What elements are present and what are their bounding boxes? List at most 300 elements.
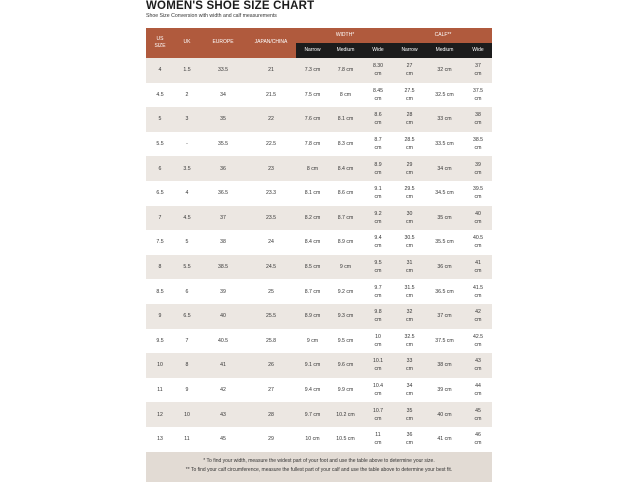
cell-europe bbox=[200, 107, 246, 132]
cell-europe bbox=[200, 156, 246, 181]
cell-value: 28 cm bbox=[406, 112, 413, 127]
cell-value: 7.3 cm bbox=[304, 67, 321, 74]
cell-value: 9 cm bbox=[339, 264, 352, 271]
cell-uk bbox=[174, 181, 200, 206]
cell-value: 23.5 bbox=[265, 214, 277, 221]
cell-europe bbox=[200, 329, 246, 354]
cell-calf-wide bbox=[464, 304, 492, 329]
cell-value: 25.8 bbox=[265, 337, 277, 344]
cell-value: 7.8 cm bbox=[304, 141, 321, 148]
cell-value: 9.9 cm bbox=[337, 386, 354, 393]
cell-value: 33 cm bbox=[406, 358, 413, 373]
cell-europe bbox=[200, 353, 246, 378]
cell-value: 37 cm bbox=[437, 313, 452, 320]
cell-width-medium bbox=[329, 83, 362, 108]
cell-value: 32 cm bbox=[437, 67, 452, 74]
cell-value: 34 cm bbox=[406, 382, 413, 398]
cell-width-medium bbox=[329, 156, 362, 181]
cell-calf-wide bbox=[464, 181, 492, 206]
table-header bbox=[146, 28, 492, 58]
cell-calf-wide bbox=[464, 378, 492, 403]
cell-value: 28 bbox=[268, 411, 274, 418]
cell-width-wide bbox=[362, 255, 394, 280]
cell-calf-wide bbox=[464, 402, 492, 427]
cell-width-wide bbox=[362, 58, 394, 83]
cell-calf-narrow bbox=[394, 255, 425, 280]
cell-width-wide bbox=[362, 353, 394, 378]
cell-uk bbox=[174, 230, 200, 255]
cell-value: 41.5 cm bbox=[472, 284, 484, 299]
cell-us-size bbox=[146, 107, 174, 132]
cell-width-narrow bbox=[296, 107, 329, 132]
cell-value: 9 bbox=[158, 313, 162, 320]
cell-calf-medium bbox=[425, 107, 464, 132]
cell-calf-narrow bbox=[394, 402, 425, 427]
cell-calf-medium bbox=[425, 329, 464, 354]
cell-value: 23.3 bbox=[265, 190, 277, 197]
cell-value: 5 bbox=[158, 116, 162, 123]
cell-calf-medium bbox=[425, 255, 464, 280]
cell-value: 39 bbox=[220, 288, 226, 295]
cell-value: 11 bbox=[157, 386, 163, 393]
cell-width-narrow bbox=[296, 58, 329, 83]
cell-value: 5.5 bbox=[183, 264, 191, 271]
cell-calf-medium bbox=[425, 181, 464, 206]
cell-calf-narrow bbox=[394, 427, 425, 452]
table-row bbox=[146, 206, 492, 231]
cell-value: 9 bbox=[185, 386, 189, 393]
cell-calf-wide bbox=[464, 83, 492, 108]
cell-value: 39.5 cm bbox=[472, 186, 484, 201]
chart-subtitle: Shoe Size Conversion with width and calf measurements bbox=[146, 13, 277, 19]
table-row bbox=[146, 58, 492, 83]
cell-us-size bbox=[146, 230, 174, 255]
header-calf-group: CALF** bbox=[394, 28, 492, 43]
table-row bbox=[146, 181, 492, 206]
cell-value: 11 cm bbox=[374, 432, 382, 447]
cell-calf-medium bbox=[425, 304, 464, 329]
table-row bbox=[146, 402, 492, 427]
table-body bbox=[146, 58, 492, 452]
cell-japan-china bbox=[246, 427, 296, 452]
cell-value: 40.5 bbox=[217, 337, 229, 344]
cell-value: 7.6 cm bbox=[304, 116, 321, 123]
cell-width-medium bbox=[329, 107, 362, 132]
cell-value: 27 bbox=[268, 386, 274, 393]
cell-value: 45 cm bbox=[474, 407, 482, 422]
cell-value: 37 cm bbox=[474, 63, 482, 78]
cell-value: 31.5 cm bbox=[404, 284, 415, 299]
cell-width-wide bbox=[362, 206, 394, 231]
cell-value: 21 bbox=[268, 67, 274, 74]
cell-japan-china bbox=[246, 181, 296, 206]
cell-value: 4 bbox=[158, 67, 162, 74]
cell-value: 8.5 bbox=[156, 288, 164, 295]
cell-us-size bbox=[146, 132, 174, 157]
cell-width-wide bbox=[362, 230, 394, 255]
cell-value: 27 cm bbox=[406, 63, 413, 78]
cell-value: 3.5 bbox=[183, 165, 191, 172]
cell-width-medium bbox=[329, 402, 362, 427]
table-footnotes bbox=[146, 452, 492, 482]
cell-value: 8.7 cm bbox=[337, 214, 354, 221]
cell-value: 9 cm bbox=[306, 337, 319, 344]
cell-value: 8.4 cm bbox=[304, 239, 321, 246]
cell-value: 6.5 bbox=[156, 190, 164, 197]
cell-calf-wide bbox=[464, 156, 492, 181]
cell-value: 3 bbox=[185, 116, 189, 123]
cell-width-medium bbox=[329, 206, 362, 231]
cell-uk bbox=[174, 206, 200, 231]
cell-value: 42 cm bbox=[474, 309, 482, 324]
cell-uk bbox=[174, 378, 200, 403]
cell-value: 30.5 cm bbox=[404, 235, 415, 250]
cell-value: 10 bbox=[184, 411, 190, 418]
cell-value: 42 bbox=[220, 386, 226, 393]
cell-value: 34 bbox=[220, 91, 226, 98]
cell-value: 34.5 cm bbox=[435, 190, 454, 197]
cell-value: 35 bbox=[220, 116, 226, 123]
cell-value: 24.5 bbox=[265, 264, 277, 271]
table-row bbox=[146, 230, 492, 255]
cell-value: 9.7 cm bbox=[374, 284, 382, 299]
cell-europe bbox=[200, 181, 246, 206]
cell-europe bbox=[200, 132, 246, 157]
cell-value: 9.5 bbox=[156, 337, 164, 344]
cell-calf-medium bbox=[425, 427, 464, 452]
cell-us-size bbox=[146, 58, 174, 83]
cell-value: 8 cm bbox=[339, 91, 352, 98]
cell-width-narrow bbox=[296, 206, 329, 231]
cell-value: 35 cm bbox=[406, 407, 413, 422]
cell-calf-narrow bbox=[394, 279, 425, 304]
cell-uk bbox=[174, 427, 200, 452]
subheader-width-narrow: Narrow bbox=[296, 43, 329, 58]
cell-calf-narrow bbox=[394, 156, 425, 181]
cell-value: - bbox=[186, 141, 188, 148]
cell-value: 32 cm bbox=[406, 309, 413, 324]
cell-calf-wide bbox=[464, 279, 492, 304]
cell-value: 38 cm bbox=[437, 362, 452, 369]
cell-width-narrow bbox=[296, 279, 329, 304]
cell-europe bbox=[200, 402, 246, 427]
cell-us-size bbox=[146, 83, 174, 108]
cell-japan-china bbox=[246, 353, 296, 378]
cell-width-medium bbox=[329, 279, 362, 304]
cell-value: 9.5 cm bbox=[337, 337, 354, 344]
table-row bbox=[146, 279, 492, 304]
cell-width-narrow bbox=[296, 156, 329, 181]
cell-value: 36 cm bbox=[437, 264, 452, 271]
cell-calf-wide bbox=[464, 427, 492, 452]
cell-width-wide bbox=[362, 304, 394, 329]
cell-calf-narrow bbox=[394, 304, 425, 329]
cell-us-size bbox=[146, 353, 174, 378]
cell-value: 37.5 cm bbox=[435, 337, 454, 344]
cell-width-wide bbox=[362, 107, 394, 132]
cell-value: 1.5 bbox=[183, 67, 191, 74]
cell-width-narrow bbox=[296, 378, 329, 403]
cell-calf-narrow bbox=[394, 58, 425, 83]
cell-value: 8.3 cm bbox=[337, 141, 354, 148]
table-row bbox=[146, 427, 492, 452]
header-japan-china: JAPAN/CHINA bbox=[246, 28, 296, 58]
cell-width-wide bbox=[362, 83, 394, 108]
cell-value: 8.30 cm bbox=[372, 63, 384, 78]
cell-value: 35.5 cm bbox=[435, 239, 454, 246]
cell-uk bbox=[174, 304, 200, 329]
cell-calf-medium bbox=[425, 353, 464, 378]
cell-value: 7.5 bbox=[156, 239, 164, 246]
cell-value: 29 bbox=[268, 436, 274, 443]
cell-japan-china bbox=[246, 329, 296, 354]
cell-width-medium bbox=[329, 181, 362, 206]
table-row bbox=[146, 83, 492, 108]
cell-value: 30 cm bbox=[406, 210, 413, 225]
cell-value: 8.2 cm bbox=[304, 214, 321, 221]
cell-value: 7 bbox=[185, 337, 189, 344]
cell-value: 38.5 bbox=[217, 264, 229, 271]
cell-europe bbox=[200, 83, 246, 108]
cell-value: 5.5 bbox=[156, 141, 164, 148]
cell-width-wide bbox=[362, 132, 394, 157]
cell-value: 22 bbox=[268, 116, 274, 123]
cell-value: 37.5 cm bbox=[472, 87, 484, 102]
cell-calf-narrow bbox=[394, 230, 425, 255]
cell-value: 8.45 cm bbox=[372, 87, 384, 102]
cell-calf-narrow bbox=[394, 181, 425, 206]
cell-width-medium bbox=[329, 230, 362, 255]
cell-japan-china bbox=[246, 230, 296, 255]
cell-value: 8.9 cm bbox=[374, 161, 382, 176]
cell-calf-medium bbox=[425, 156, 464, 181]
cell-uk bbox=[174, 132, 200, 157]
cell-value: 32.5 cm bbox=[435, 91, 454, 98]
cell-value: 7.8 cm bbox=[337, 67, 354, 74]
footnote-width: * To find your width, measure the widest part of your foot and use the table above to determine your size. bbox=[203, 457, 435, 464]
cell-value: 9.1 cm bbox=[374, 186, 382, 201]
cell-calf-medium bbox=[425, 230, 464, 255]
cell-calf-wide bbox=[464, 132, 492, 157]
cell-calf-wide bbox=[464, 206, 492, 231]
cell-value: 40 cm bbox=[437, 411, 452, 418]
cell-calf-wide bbox=[464, 230, 492, 255]
cell-calf-medium bbox=[425, 58, 464, 83]
cell-japan-china bbox=[246, 279, 296, 304]
cell-us-size bbox=[146, 329, 174, 354]
cell-calf-medium bbox=[425, 378, 464, 403]
cell-value: 28.5 cm bbox=[404, 137, 415, 152]
cell-value: 4.5 bbox=[183, 214, 191, 221]
cell-width-narrow bbox=[296, 181, 329, 206]
size-chart-table bbox=[146, 28, 492, 482]
subheader-calf-narrow: Narrow bbox=[394, 43, 425, 58]
cell-japan-china bbox=[246, 58, 296, 83]
subheader-width-wide: Wide bbox=[362, 43, 394, 58]
cell-uk bbox=[174, 329, 200, 354]
cell-value: 8.6 cm bbox=[374, 112, 382, 127]
cell-value: 6 bbox=[158, 165, 162, 172]
cell-japan-china bbox=[246, 156, 296, 181]
cell-value: 9.4 cm bbox=[374, 235, 382, 250]
cell-value: 40 cm bbox=[474, 210, 482, 225]
cell-width-narrow bbox=[296, 230, 329, 255]
cell-value: 6 bbox=[185, 288, 189, 295]
cell-width-medium bbox=[329, 304, 362, 329]
cell-value: 10.4 cm bbox=[372, 382, 384, 398]
table-row bbox=[146, 255, 492, 280]
cell-value: 10 bbox=[157, 362, 163, 369]
cell-calf-medium bbox=[425, 402, 464, 427]
cell-europe bbox=[200, 255, 246, 280]
cell-uk bbox=[174, 58, 200, 83]
cell-value: 31 cm bbox=[406, 259, 413, 275]
cell-calf-medium bbox=[425, 132, 464, 157]
cell-us-size bbox=[146, 206, 174, 231]
cell-calf-narrow bbox=[394, 329, 425, 354]
cell-width-narrow bbox=[296, 255, 329, 280]
cell-calf-wide bbox=[464, 255, 492, 280]
cell-value: 8.9 cm bbox=[304, 313, 321, 320]
cell-value: 36 bbox=[220, 165, 226, 172]
cell-us-size bbox=[146, 279, 174, 304]
cell-value: 25 bbox=[268, 288, 274, 295]
cell-uk bbox=[174, 353, 200, 378]
cell-uk bbox=[174, 83, 200, 108]
cell-value: 10.2 cm bbox=[336, 411, 355, 418]
header-europe: EUROPE bbox=[200, 28, 246, 58]
cell-value: 8.6 cm bbox=[337, 190, 354, 197]
cell-value: 10.1 cm bbox=[372, 358, 384, 373]
cell-value: 40 bbox=[220, 313, 226, 320]
cell-value: 2 bbox=[185, 91, 189, 98]
cell-value: 35 cm bbox=[437, 214, 452, 221]
cell-width-wide bbox=[362, 427, 394, 452]
cell-calf-narrow bbox=[394, 132, 425, 157]
cell-uk bbox=[174, 279, 200, 304]
cell-value: 8 cm bbox=[306, 165, 319, 172]
cell-value: 38.5 cm bbox=[472, 137, 484, 152]
cell-width-medium bbox=[329, 353, 362, 378]
cell-value: 7.5 cm bbox=[304, 91, 321, 98]
cell-europe bbox=[200, 230, 246, 255]
cell-europe bbox=[200, 427, 246, 452]
cell-value: 21.5 bbox=[265, 91, 277, 98]
cell-japan-china bbox=[246, 402, 296, 427]
cell-value: 9.2 cm bbox=[374, 210, 382, 225]
cell-value: 9.8 cm bbox=[374, 309, 382, 324]
cell-value: 42.5 cm bbox=[472, 333, 484, 348]
cell-us-size bbox=[146, 255, 174, 280]
cell-value: 8.9 cm bbox=[337, 239, 354, 246]
cell-width-narrow bbox=[296, 427, 329, 452]
cell-uk bbox=[174, 402, 200, 427]
cell-width-narrow bbox=[296, 132, 329, 157]
table-row bbox=[146, 304, 492, 329]
cell-width-narrow bbox=[296, 83, 329, 108]
cell-width-medium bbox=[329, 255, 362, 280]
cell-value: 10.7 cm bbox=[372, 407, 384, 422]
cell-width-medium bbox=[329, 427, 362, 452]
cell-japan-china bbox=[246, 206, 296, 231]
cell-calf-medium bbox=[425, 206, 464, 231]
cell-width-medium bbox=[329, 378, 362, 403]
cell-value: 22.5 bbox=[265, 141, 277, 148]
subheader-width-medium: Medium bbox=[329, 43, 362, 58]
cell-japan-china bbox=[246, 255, 296, 280]
cell-calf-medium bbox=[425, 279, 464, 304]
cell-value: 37 bbox=[220, 214, 226, 221]
cell-value: 8.7 cm bbox=[374, 137, 382, 152]
cell-width-narrow bbox=[296, 402, 329, 427]
cell-width-narrow bbox=[296, 304, 329, 329]
cell-value: 4.5 bbox=[156, 91, 164, 98]
chart-title: WOMEN'S SHOE SIZE CHART bbox=[146, 0, 315, 12]
cell-width-wide bbox=[362, 279, 394, 304]
cell-value: 36.5 cm bbox=[435, 288, 454, 295]
cell-value: 38 bbox=[220, 239, 226, 246]
cell-calf-narrow bbox=[394, 206, 425, 231]
footnote-calf: ** To find your calf circumference, measure the fullest part of your calf and use the table above to determine your best fit. bbox=[185, 467, 453, 473]
cell-value: 9.3 cm bbox=[337, 313, 354, 320]
cell-calf-wide bbox=[464, 353, 492, 378]
cell-value: 39 cm bbox=[474, 161, 482, 176]
cell-calf-medium bbox=[425, 83, 464, 108]
cell-value: 24 bbox=[268, 239, 274, 246]
cell-us-size bbox=[146, 156, 174, 181]
cell-europe bbox=[200, 279, 246, 304]
cell-us-size bbox=[146, 427, 174, 452]
cell-value: 32.5 cm bbox=[404, 333, 415, 348]
cell-value: 5 bbox=[185, 239, 189, 246]
cell-width-medium bbox=[329, 132, 362, 157]
cell-japan-china bbox=[246, 378, 296, 403]
cell-value: 8 bbox=[158, 264, 162, 271]
cell-width-narrow bbox=[296, 329, 329, 354]
cell-value: 7 bbox=[158, 214, 162, 221]
cell-calf-narrow bbox=[394, 107, 425, 132]
cell-europe bbox=[200, 58, 246, 83]
cell-europe bbox=[200, 206, 246, 231]
cell-value: 12 bbox=[157, 411, 163, 418]
cell-value: 45 bbox=[220, 436, 226, 443]
cell-value: 29 cm bbox=[406, 161, 413, 176]
cell-value: 23 bbox=[268, 165, 274, 172]
table-row bbox=[146, 107, 492, 132]
cell-value: 11 bbox=[184, 436, 190, 443]
cell-width-wide bbox=[362, 329, 394, 354]
cell-value: 8.1 cm bbox=[304, 190, 321, 197]
header-us-size: US SIZE bbox=[146, 28, 174, 58]
cell-value: 34 cm bbox=[437, 165, 452, 172]
subheader-calf-wide: Wide bbox=[464, 43, 492, 58]
cell-calf-wide bbox=[464, 58, 492, 83]
cell-uk bbox=[174, 255, 200, 280]
cell-value: 10 cm bbox=[305, 436, 320, 443]
cell-value: 8.7 cm bbox=[304, 288, 321, 295]
cell-value: 10.5 cm bbox=[336, 436, 355, 443]
cell-value: 9.5 cm bbox=[374, 259, 382, 275]
cell-value: 33 cm bbox=[437, 116, 452, 123]
cell-value: 41 cm bbox=[437, 436, 452, 443]
cell-calf-wide bbox=[464, 329, 492, 354]
cell-value: 8 bbox=[185, 362, 189, 369]
table-row bbox=[146, 329, 492, 354]
cell-value: 29.5 cm bbox=[404, 186, 415, 201]
cell-us-size bbox=[146, 304, 174, 329]
cell-value: 38 cm bbox=[474, 112, 482, 127]
cell-value: 9.6 cm bbox=[337, 362, 354, 369]
